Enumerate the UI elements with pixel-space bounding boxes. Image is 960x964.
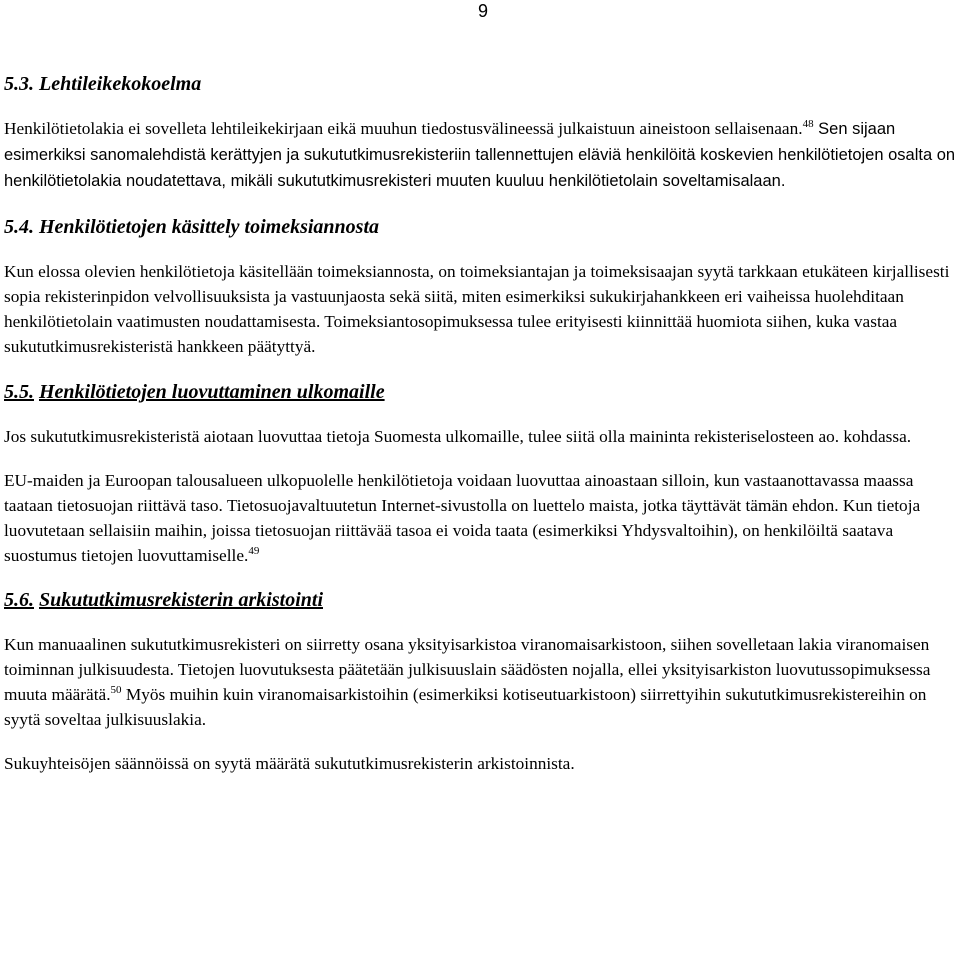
paragraph-text: EU-maiden ja Euroopan talousalueen ulkopuolelle henkilötietoja voidaan luovuttaa ainoastaan silloin, kun vastaanottavassa maassa taataan tietosuojan riittävä taso. Tietosuojavaltuutetun Internet-sivustolla on luettelo maista, jotka täyttävät tämän ehdon. Kun tietoja luovutetaan sellaisiin maihin, joissa tietosuojan riittävää tasoa ei voida taata (esimerkiksi Yhdysvaltoihin), on henkilöiltä saatava suostumus tietojen luovuttamiselle. bbox=[4, 471, 921, 565]
section-title: Sukututkimusrekisterin arkistointi bbox=[39, 589, 323, 611]
section-number: 5.6. bbox=[4, 589, 34, 611]
paragraph-text: Myös muihin kuin viranomaisarkistoihin (esimerkiksi kotiseutuarkistoon) siirrettyihin sukututkimusrekistereihin on syytä soveltaa julkisuuslakia. bbox=[4, 685, 927, 729]
footnote-ref-48[interactable]: 48 bbox=[802, 118, 814, 131]
paragraph-5-4: Kun elossa olevien henkilötietoja käsitellään toimeksiannosta, on toimeksiantajan ja toimeksisaajan syytä tarkkaan etukäteen kirjallisesti sopia rekisterinpidon velvollisuuksista ja vastuunjaosta sekä siitä, miten esimerkiksi sukukirjahankkeen eri vaiheissa huolehditaan henkilötietolain vaatimusten noudattamisesta. Toimeksiantosopimuksessa tulee erityisesti kiinnittää huomiota siihen, kuka vastaa sukututkimusrekisteristä hankkeen päätyttyä. bbox=[4, 262, 950, 356]
section-heading-5-4 bbox=[4, 213, 959, 241]
paragraph-5-6-2: Sukuyhteisöjen säännöissä on syytä määrätä sukututkimusrekisterin arkistoinnista. bbox=[4, 754, 575, 773]
paragraph-5-3 bbox=[4, 116, 959, 194]
paragraph-5-5-1: Jos sukututkimusrekisteristä aiotaan luovuttaa tietoja Suomesta ulkomaille, tulee siitä olla maininta rekisteriselosteen ao. kohdassa. bbox=[4, 427, 912, 446]
section-number: 5.5. bbox=[4, 381, 34, 403]
paragraph-text: Sen sijaan esimerkiksi sanomalehdistä kerättyjen ja sukututkimusrekisteriin tallennettujen eläviä henkilöitä koskevien henkilötietojen osalta on henkilötietolakia noudatettava, mikäli sukututkimusrekisteri muuten kuuluu henkilötietolain soveltamisalaan. bbox=[4, 120, 956, 190]
section-number: 5.4. bbox=[4, 216, 34, 238]
paragraph-text: Kun manuaalinen sukututkimusrekisteri on siirretty osana yksityisarkistoa viranomaisarkistoon, siihen sovelletaan lakia viranomaisen toiminnan julkisuudesta. Tietojen luovutuksesta päätetään julkisuuslain säädösten nojalla, ellei yksityisarkiston luovutussopimuksessa muuta määrätä. bbox=[4, 635, 931, 704]
document-body bbox=[4, 70, 959, 776]
section-heading-5-5 bbox=[4, 378, 959, 406]
paragraph-5-6-1 bbox=[4, 632, 959, 732]
paragraph-text: Henkilötietolakia ei sovelleta lehtileikekirjaan eikä muuhun tiedostusvälineessä julkaistuun aineistoon sellaisenaan. bbox=[4, 119, 803, 138]
page-number: 9 bbox=[477, 1, 488, 21]
section-number: 5.3. bbox=[4, 73, 34, 95]
section-heading-5-3 bbox=[4, 70, 959, 98]
paragraph-5-5-2 bbox=[4, 468, 959, 568]
footnote-ref-50[interactable]: 50 bbox=[110, 684, 122, 697]
section-title: Lehtileikekokoelma bbox=[39, 73, 202, 95]
section-title: Henkilötietojen luovuttaminen ulkomaille bbox=[39, 381, 385, 403]
section-heading-5-6 bbox=[4, 586, 959, 614]
section-title: Henkilötietojen käsittely toimeksiannosta bbox=[39, 216, 380, 238]
footnote-ref-49[interactable]: 49 bbox=[248, 545, 260, 558]
